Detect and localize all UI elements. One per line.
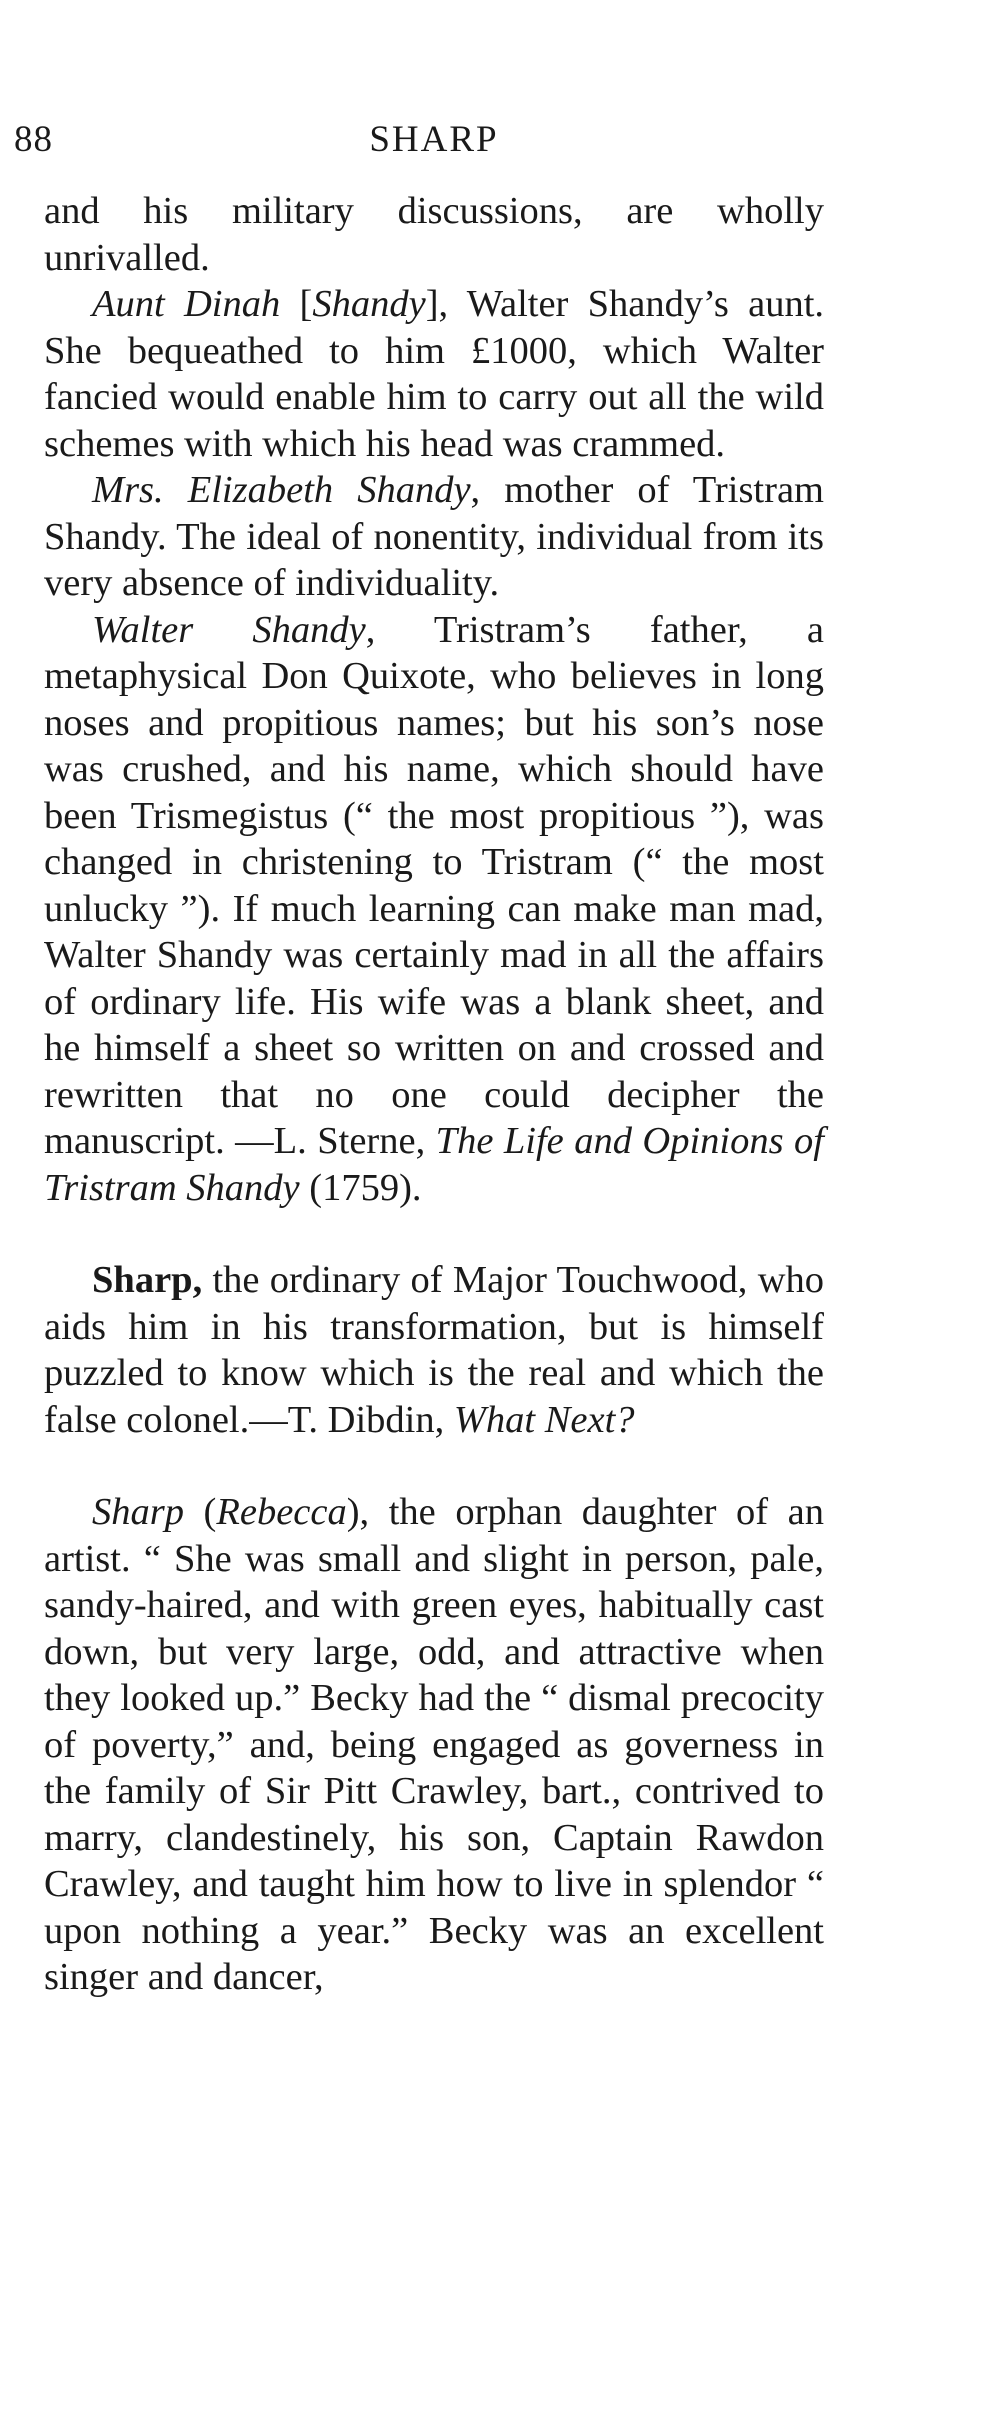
entry-sharp-rebecca: [44, 1489, 824, 2001]
entry-text: the ordinary of Major Touchwood, who aids him in his transformation, but is himself puzzled to know which is the real and which the false colonel.—T. Dibdin,: [44, 1259, 824, 1441]
page-header: [14, 108, 824, 168]
entry-name: Walter Shandy: [92, 608, 366, 651]
work-title: What Next?: [453, 1398, 635, 1441]
body-text: [44, 188, 824, 2001]
paragraph-text: and his military discussions, are wholly unrivalled.: [44, 190, 824, 279]
entry-name: Aunt Dinah: [92, 283, 281, 325]
bracket-open: [: [280, 283, 313, 325]
entry-walter-shandy: [44, 607, 824, 1212]
book-page: [14, 108, 825, 2001]
entry-surname: Shandy: [312, 283, 426, 325]
paragraph-continued: [44, 188, 824, 281]
entry-text: , mother of Tristram Shandy. The ideal of nonentity, individual from its very absence of individuality.: [44, 469, 824, 604]
entry-name: Sharp: [92, 1491, 184, 1533]
entry-text: , Tristram’s father, a metaphysical Don Quixote, who believes in long noses and propitious names; but his son’s nose was crushed, and his name, which should have been Trismegistus (“ the most propitious ”), was changed in christening to Tristram (“ the most unlucky ”). If much learning can make man mad, Walter Shandy was certainly mad in all the affairs of ordinary life. His wife was a blank sheet, and he himself a sheet so written on and crossed and rewritten that no one could decipher the manuscript. —L. Sterne,: [44, 608, 824, 1162]
entry-mrs-elizabeth-shandy: [44, 467, 824, 607]
work-title: The Life and Opinions of Tristram Shandy: [44, 1120, 824, 1209]
entry-sharp: [44, 1257, 824, 1443]
entry-text: ), the orphan daughter of an artist. “ She was small and slight in person, pale, sandy-haired, and with green eyes, habitually cast down, but very large, odd, and attractive when they looked up.” Becky had the “ dismal precocity of poverty,” and, being engaged as governess in the family of Sir Pitt Crawley, bart., contrived to marry, clandestinely, his son, Captain Rawdon Crawley, and taught him how to live in splendor “ upon nothing a year.” Becky was an excellent singer and dancer,: [44, 1491, 824, 1998]
entry-name: Mrs. Elizabeth Shandy: [92, 469, 471, 511]
page-number: 88: [14, 119, 53, 160]
entry-text: ], Walter Shandy’s aunt. She bequeathed to him £1000, which Walter fancied would enable him to carry out all the wild schemes with which his head was crammed.: [44, 283, 825, 465]
entry-aunt-dinah: [44, 281, 824, 467]
paren-open: (: [183, 1491, 217, 1533]
running-head: SHARP: [369, 119, 499, 160]
headword: Sharp,: [92, 1259, 203, 1301]
publication-date: (1759).: [299, 1166, 422, 1209]
entry-forename: Rebecca: [216, 1491, 347, 1533]
